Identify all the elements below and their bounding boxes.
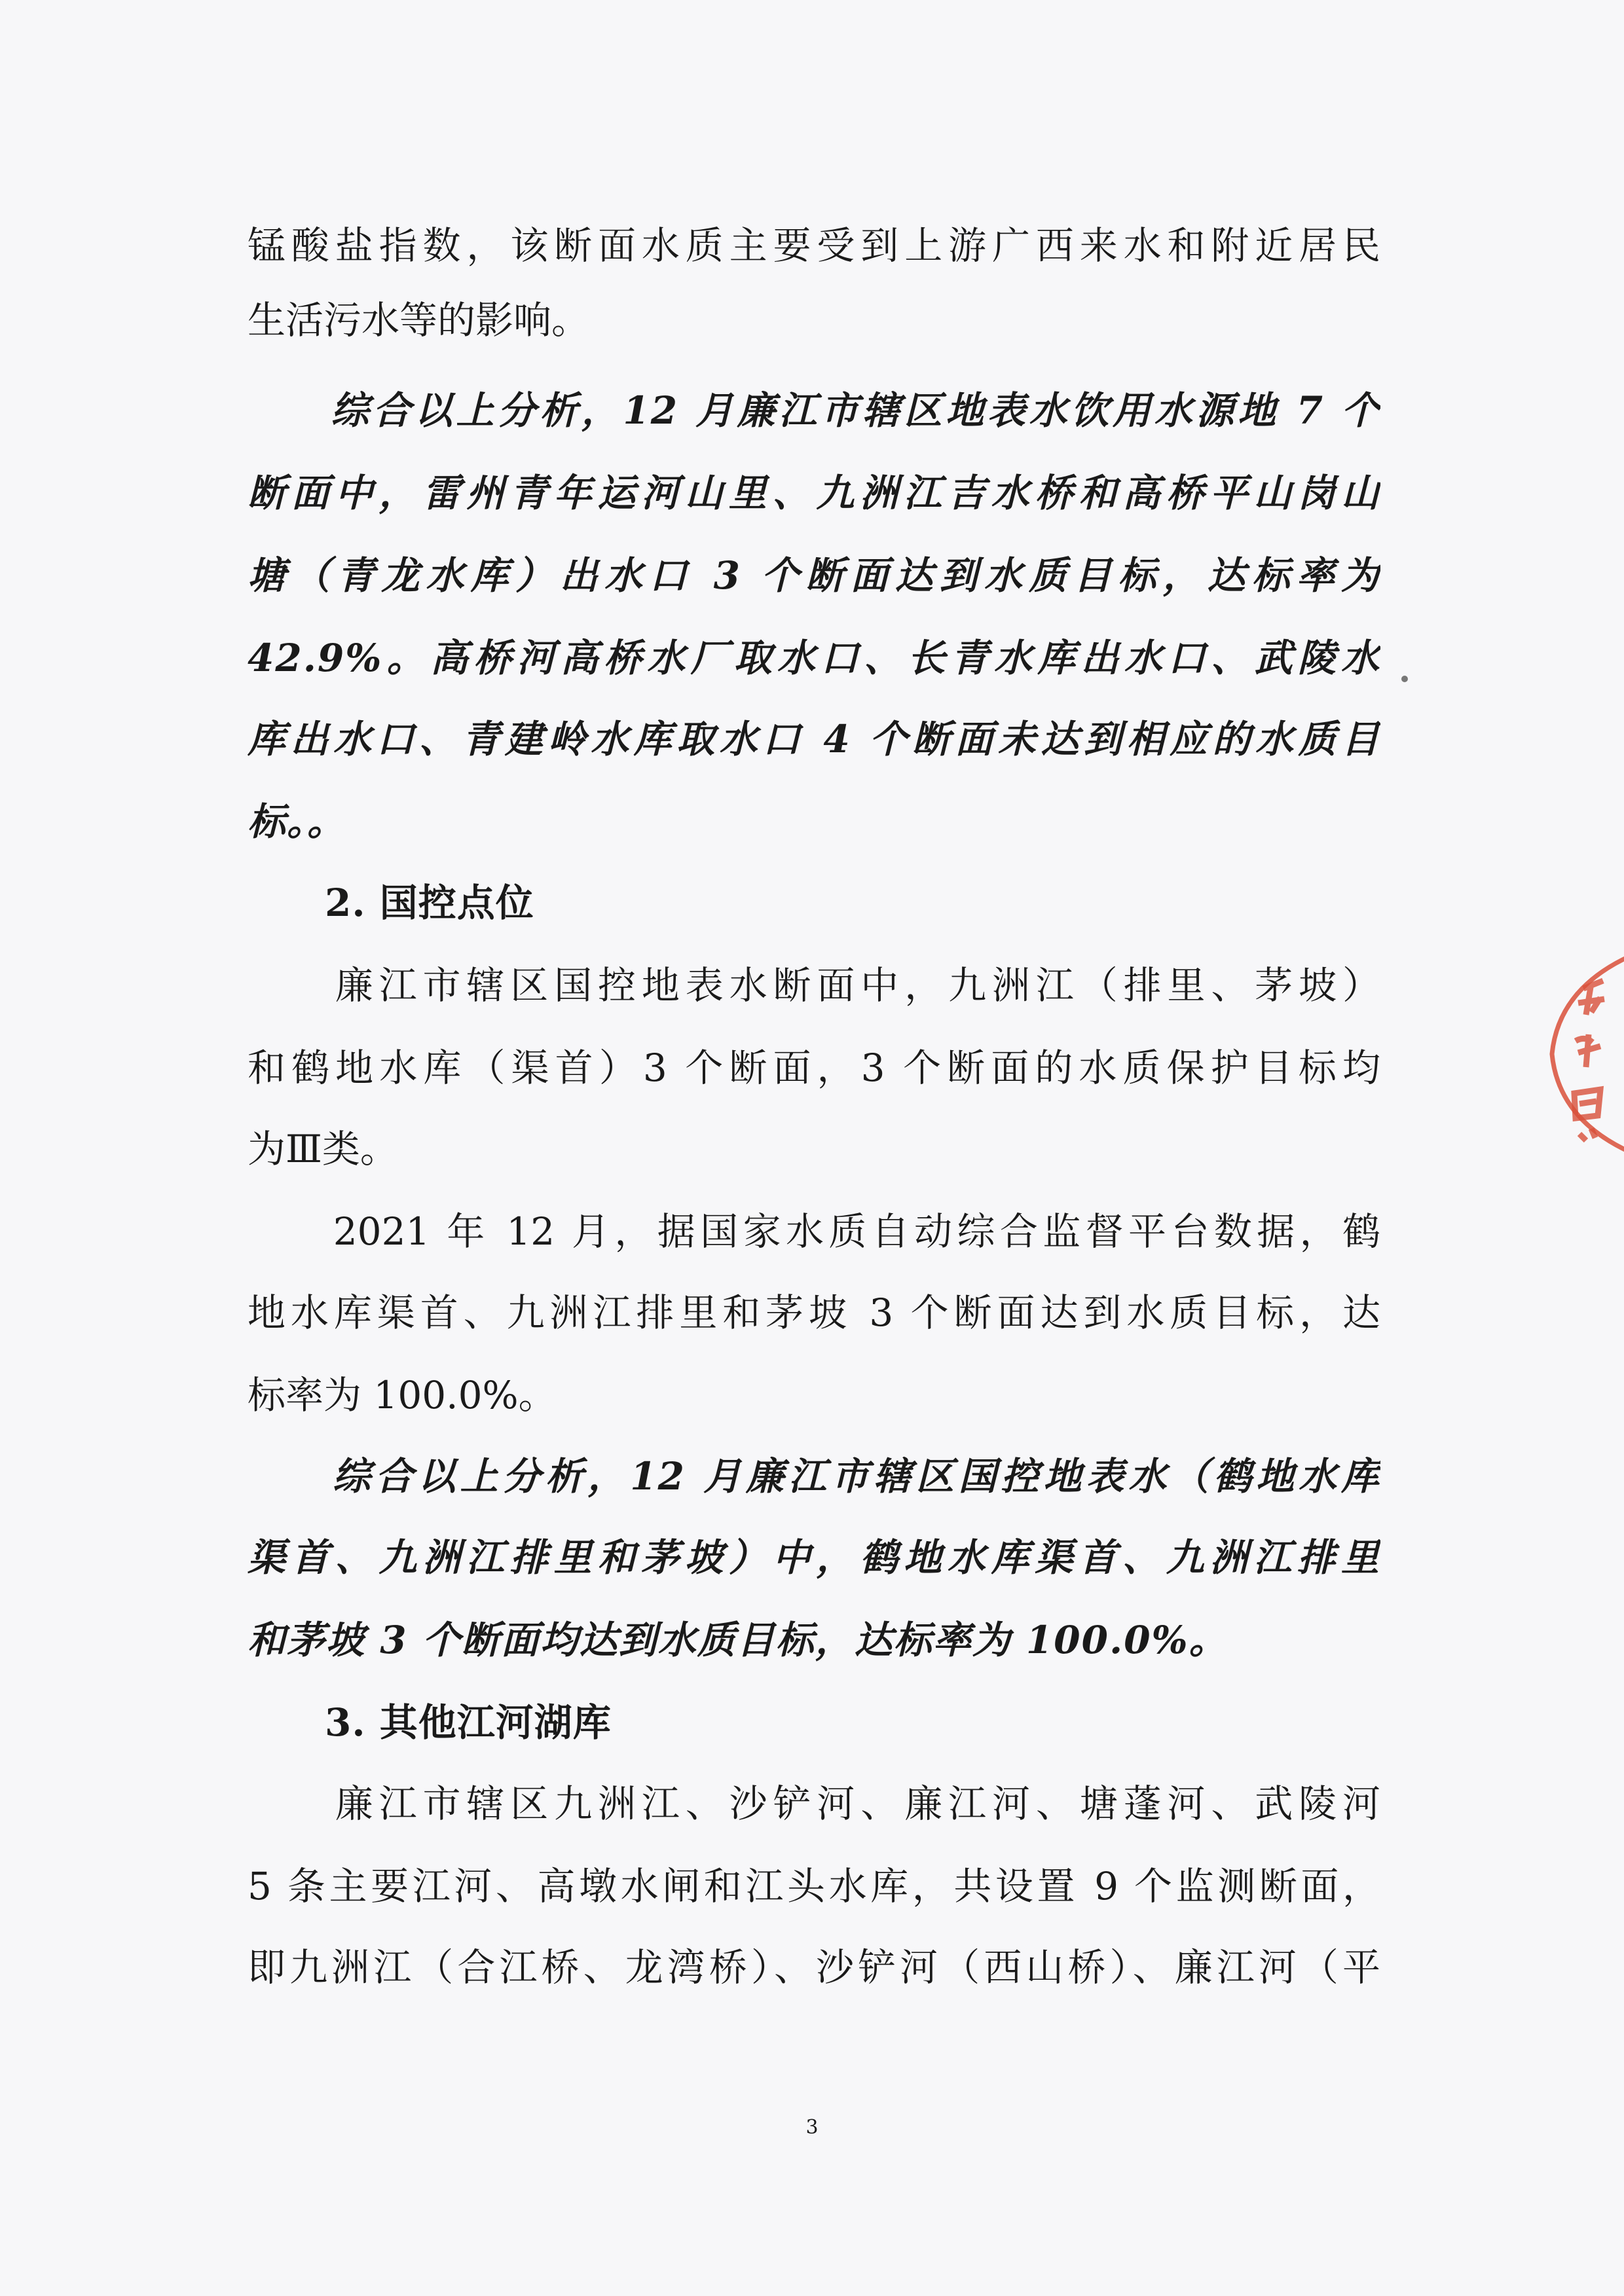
text-line: 渠首、九洲江排里和茅坡）中，鹤地水库渠首、九洲江排里 [248, 1535, 1380, 1580]
text-line: 综合以上分析，12 月廉江市辖区国控地表水（鹤地水库 [248, 1454, 1380, 1499]
text-line: 和鹤地水库（渠首）3 个断面，3 个断面的水质保护目标均 [248, 1046, 1380, 1090]
section-heading: 3. 其他江河湖库 [248, 1700, 612, 1745]
text-line: 2021 年 12 月，据国家水质自动综合监督平台数据，鹤 [248, 1209, 1380, 1254]
text-line: 42.9%。高桥河高桥水厂取水口、长青水库出水口、武陵水 [248, 636, 1380, 680]
text-line: 地水库渠首、九洲江排里和茅坡 3 个断面达到水质目标，达 [248, 1290, 1380, 1335]
text-line: 生活污水等的影响。 [248, 298, 590, 342]
scan-speck [1401, 676, 1408, 682]
text-line: 即九洲江（合江桥、龙湾桥）、沙铲河（西山桥）、廉江河（平 [248, 1945, 1380, 1990]
text-line: 断面中，雷州青年运河山里、九洲江吉水桥和高桥平山岗山 [248, 471, 1380, 515]
text-line: 标。。 [248, 799, 347, 844]
text-line: 5 条主要江河、高墩水闸和江头水库，共设置 9 个监测断面， [248, 1864, 1380, 1908]
text-line: 库出水口、青建岭水库取水口 4 个断面未达到相应的水质目 [248, 717, 1380, 761]
text-line: 为Ⅲ类。 [248, 1127, 398, 1171]
text-line: 廉江市辖区九洲江、沙铲河、廉江河、塘蓬河、武陵河 [248, 1781, 1380, 1826]
section-heading: 2. 国控点位 [248, 881, 534, 925]
official-seal-stamp [1532, 943, 1624, 1165]
text-line: 锰酸盐指数，该断面水质主要受到上游广西来水和附近居民 [248, 223, 1380, 268]
text-line: 廉江市辖区国控地表水断面中，九洲江（排里、茅坡） [248, 963, 1380, 1008]
text-line: 综合以上分析，12 月廉江市辖区地表水饮用水源地 7 个 [248, 388, 1380, 433]
text-line: 塘（青龙水库）出水口 3 个断面达到水质目标，达标率为 [248, 553, 1380, 598]
text-line: 和茅坡 3 个断面均达到水质目标，达标率为 100.0%。 [248, 1618, 1228, 1662]
text-line: 标率为 100.0%。 [248, 1373, 557, 1417]
page-number: 3 [805, 2116, 819, 2139]
